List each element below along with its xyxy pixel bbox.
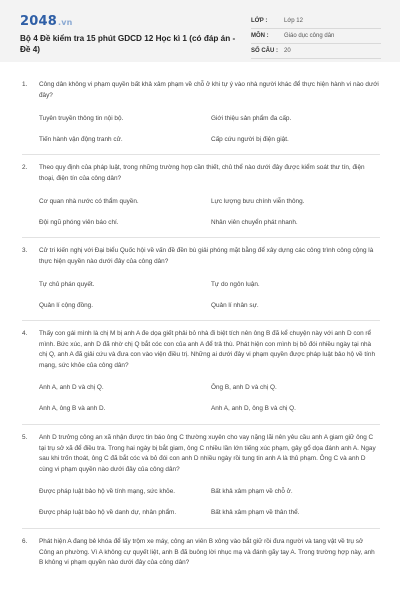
question-number: 4.: [22, 330, 28, 337]
answer-option[interactable]: Giới thiệu sản phẩm đa cấp.: [211, 115, 292, 122]
question-text: Phát hiện A đang bẻ khóa để lấy trộm xe máy, công an viên B xông vào bắt giữ rồi đưa người và tang vật về trụ sở Công an phường. Vì A không cự quyết liệt, anh B đã buông lời nhục mạ và đánh gãy tay A. Trong trường hợp này, anh B không vi phạm quyền nào dưới đây của công dân?: [39, 538, 375, 567]
answer-option[interactable]: Được pháp luật bảo hộ về danh dự, nhân phẩm.: [39, 509, 177, 516]
answer-option[interactable]: Tiến hành vận động tranh cử.: [39, 136, 123, 143]
question-text: Cử tri kiến nghị với Đại biểu Quốc hội về vấn đề đền bù giải phóng mặt bằng để xây dựng các công trình công cộng là thực hiện quyền nào dưới đây của công dân?: [39, 247, 374, 265]
question-number: 2.: [22, 164, 28, 171]
info-row-class: [251, 14, 381, 29]
info-value: Lớp 12: [284, 18, 303, 24]
answer-option[interactable]: Ông B, anh D và chị Q.: [211, 384, 277, 391]
document-info-box: [251, 14, 381, 59]
answer-option[interactable]: Được pháp luật bảo hộ về tính mạng, sức khỏe.: [39, 488, 176, 495]
document-title: Bộ 4 Đề kiểm tra 15 phút GDCD 12 Học kì 1 (có đáp án - Đề 4): [20, 34, 236, 54]
answer-option[interactable]: Quản lí cộng đồng.: [39, 302, 94, 309]
info-value: 20: [284, 48, 291, 54]
site-logo[interactable]: [20, 14, 73, 29]
answer-option[interactable]: Nhân viên chuyển phát nhanh.: [211, 219, 298, 226]
logo-suffix: .vn: [57, 18, 73, 27]
info-value: Giáo dục công dân: [284, 33, 335, 39]
answer-option[interactable]: Bất khả xâm phạm về chỗ ở.: [211, 488, 293, 495]
answer-option[interactable]: Anh A, anh D, ông B và chị Q.: [211, 405, 296, 412]
question-divider: [22, 154, 380, 155]
info-row-subject: [251, 29, 381, 44]
question-divider: [22, 424, 380, 425]
question-text: Theo quy định của pháp luật, trong những trường hợp cần thiết, chủ thể nào dưới đây được kiểm soát thư tín, điện thoại, điện tín của công dân?: [39, 164, 365, 182]
answer-option[interactable]: Lực lượng bưu chính viễn thông.: [211, 198, 305, 205]
question-text: Anh D trưởng công an xã nhận được tin báo ông C thường xuyên cho vay nặng lãi nên yêu cầu anh A giam giữ ông C tại trụ sở xã để điều tra. Trong hai ngày bị bắt giam, ông C nhiều lần lớn tiếng xúc phạm, gây gổ dọa đánh anh A. Ngay sau khi trốn thoát, ông C đã bắt cóc và bỏ đói con anh D nhiều ngày rồi tung tin anh A là thủ phạm. Ông C và anh D cùng vi phạm quyền nào dưới đây của công dân?: [39, 434, 376, 473]
answer-option[interactable]: Cấp cứu người bị điện giật.: [211, 136, 289, 143]
info-label: MÔN :: [251, 33, 269, 39]
question-number: 1.: [22, 81, 28, 88]
answer-option[interactable]: Tự chủ phán quyết.: [39, 281, 95, 288]
answer-option[interactable]: Tuyên truyền thông tin nội bộ.: [39, 115, 124, 122]
answer-option[interactable]: Tự do ngôn luận.: [211, 281, 260, 288]
answer-option[interactable]: Đội ngũ phóng viên báo chí.: [39, 219, 119, 226]
question-number: 3.: [22, 247, 28, 254]
info-label: LỚP :: [251, 18, 268, 24]
question-number: 5.: [22, 434, 28, 441]
logo-text: 2048: [20, 14, 57, 29]
info-label: SỐ CÂU :: [251, 48, 278, 54]
answer-option[interactable]: Cơ quan nhà nước có thẩm quyền.: [39, 198, 139, 205]
question-text: Thấy con gái mình là chị M bị anh A đe dọa giết phải bỏ nhà đi biệt tích nên ông B đã kể chuyện này với anh D con rể mình. Bức xúc, anh D đã nhờ chị Q bắt cóc con của anh A để trả thù. Phát hiện con mình bị bỏ đói nhiều ngày tại nhà chị Q, anh A đã giải cứu và đưa con vào viện điều trị. Những ai dưới đây vi phạm quyền được pháp luật bảo hộ về tính mạng, sức khỏe của công dân?: [39, 330, 376, 369]
question-number: 6.: [22, 538, 28, 545]
question-divider: [22, 237, 380, 238]
answer-option[interactable]: Quản lí nhân sự.: [211, 302, 259, 309]
answer-option[interactable]: Bất khả xâm phạm về thân thể.: [211, 509, 300, 516]
question-divider: [22, 320, 380, 321]
document-header: [0, 0, 400, 62]
answer-option[interactable]: Anh A, ông B và anh D.: [39, 405, 106, 412]
info-row-question-count: [251, 44, 381, 59]
answer-option[interactable]: Anh A, anh D và chị Q.: [39, 384, 104, 391]
question-divider: [22, 528, 380, 529]
question-text: Công dân không vi phạm quyền bất khả xâm phạm về chỗ ở khi tự ý vào nhà người khác để thực hiện hành vi nào dưới đây?: [39, 81, 379, 99]
